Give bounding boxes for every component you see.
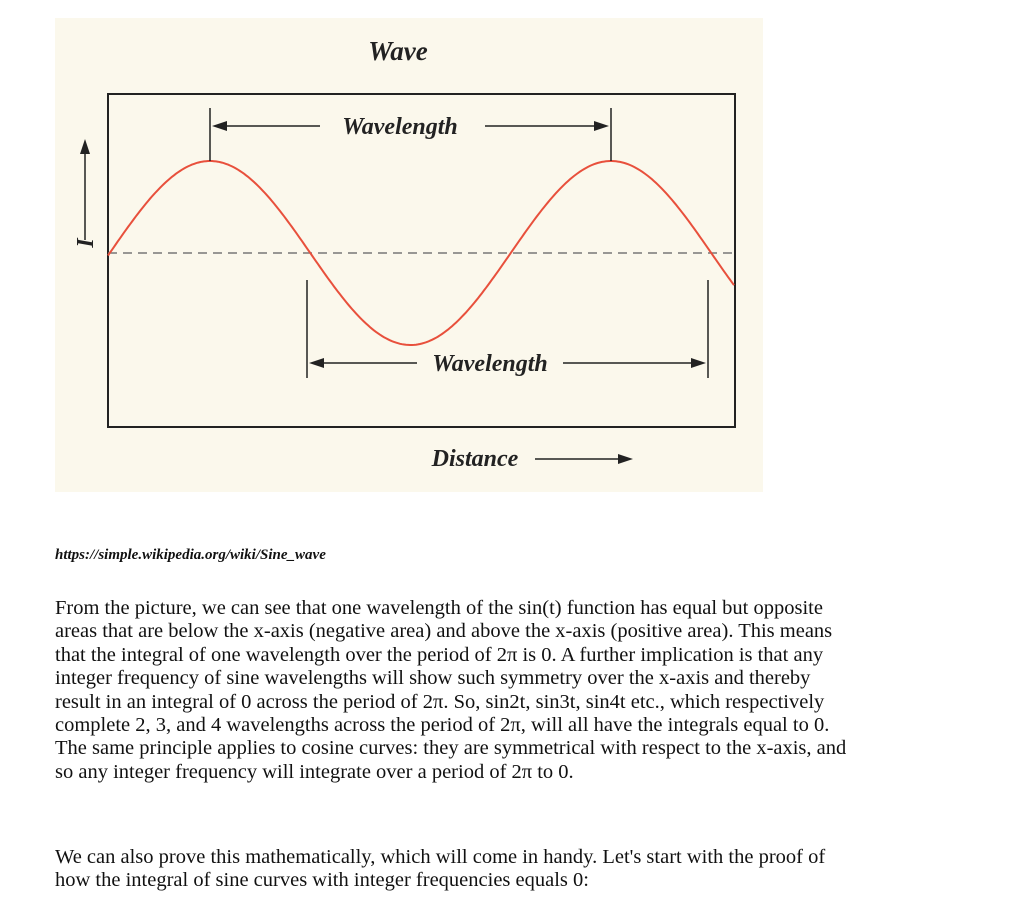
distance-label: Distance bbox=[431, 446, 519, 472]
top-right-arrowhead bbox=[594, 121, 609, 131]
paragraph-explanation bbox=[55, 597, 985, 784]
paragraph-line: that the integral of one wavelength over the period of 2π is 0. A further implication is that any bbox=[55, 643, 824, 666]
source-url: https://simple.wikipedia.org/wiki/Sine_wave bbox=[55, 547, 326, 563]
sine-wave-diagram bbox=[55, 18, 763, 492]
paragraph-line: how the integral of sine curves with integer frequencies equals 0: bbox=[55, 869, 589, 892]
paragraph-line: integer frequency of sine wavelengths will show such symmetry over the x-axis and thereby bbox=[55, 667, 811, 690]
paragraph-line: complete 2, 3, and 4 wavelengths across the period of 2π, will all have the integrals equal to 0. bbox=[55, 714, 830, 737]
top-wavelength-label: Wavelength bbox=[342, 114, 458, 140]
sine-wave-figure bbox=[55, 18, 763, 492]
distance-arrowhead bbox=[618, 454, 633, 464]
bottom-left-arrowhead bbox=[309, 358, 324, 368]
figure-title: Wave bbox=[368, 36, 428, 66]
paragraph-line: areas that are below the x-axis (negative area) and above the x-axis (positive area). This means bbox=[55, 620, 833, 643]
paragraph-line: result in an integral of 0 across the period of 2π. So, sin2t, sin3t, sin4t etc., which respectively bbox=[55, 690, 825, 713]
intensity-arrowhead bbox=[80, 139, 90, 154]
paragraph-line: From the picture, we can see that one wavelength of the sin(t) function has equal but opposite bbox=[55, 597, 823, 619]
figure-frame bbox=[108, 94, 735, 427]
bottom-right-arrowhead bbox=[691, 358, 706, 368]
paragraph-line: We can also prove this mathematically, which will come in handy. Let's start with the proof of bbox=[55, 846, 826, 868]
bottom-wavelength-label: Wavelength bbox=[432, 351, 548, 377]
top-left-arrowhead bbox=[212, 121, 227, 131]
paragraph-line: so any integer frequency will integrate over a period of 2π to 0. bbox=[55, 760, 574, 783]
paragraph-proof-intro bbox=[55, 846, 985, 893]
paragraph-line: The same principle applies to cosine curves: they are symmetrical with respect to the x-axis, and bbox=[55, 737, 847, 760]
intensity-axis-label: I bbox=[73, 238, 99, 248]
